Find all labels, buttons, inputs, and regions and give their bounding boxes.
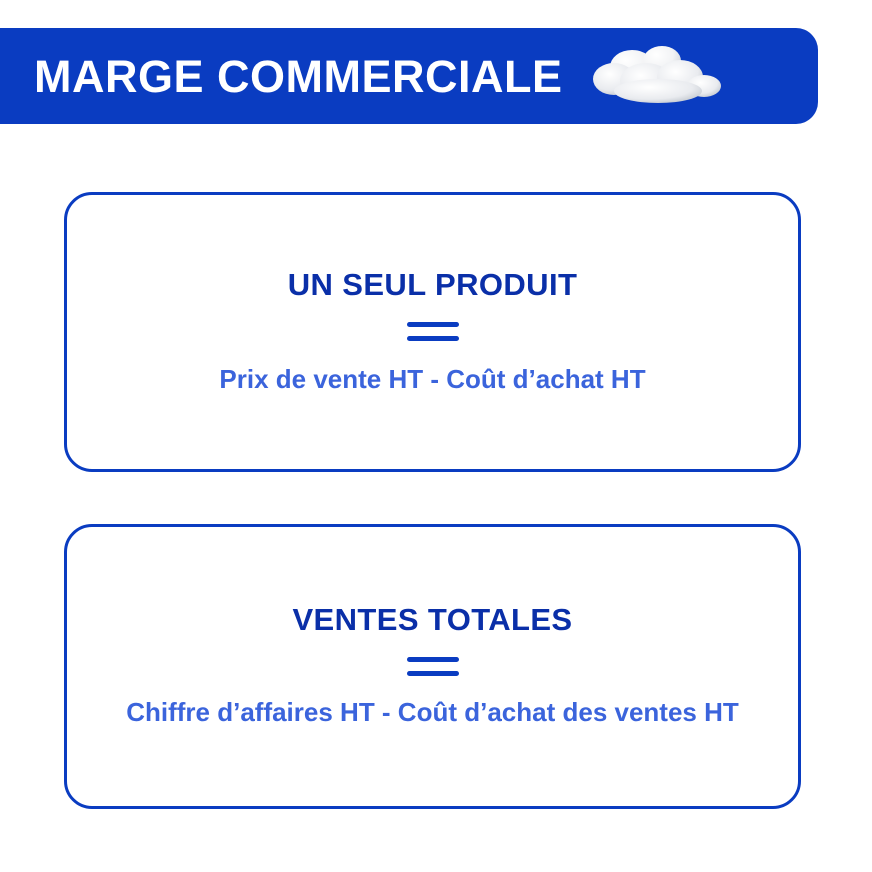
card-formula: Chiffre d’affaires HT - Coût d’achat des ventes HT bbox=[126, 697, 739, 728]
header-banner bbox=[0, 28, 818, 124]
formula-card-total-sales bbox=[64, 524, 801, 809]
equals-sign-icon bbox=[407, 322, 459, 341]
formula-card-single-product bbox=[64, 192, 801, 472]
equals-sign-icon bbox=[407, 657, 459, 676]
card-formula: Prix de vente HT - Coût d’achat HT bbox=[219, 363, 646, 394]
card-title: VENTES TOTALES bbox=[292, 602, 573, 638]
card-title: UN SEUL PRODUIT bbox=[287, 266, 578, 302]
cloud-icon bbox=[588, 45, 728, 107]
page-title: MARGE COMMERCIALE bbox=[34, 50, 563, 102]
